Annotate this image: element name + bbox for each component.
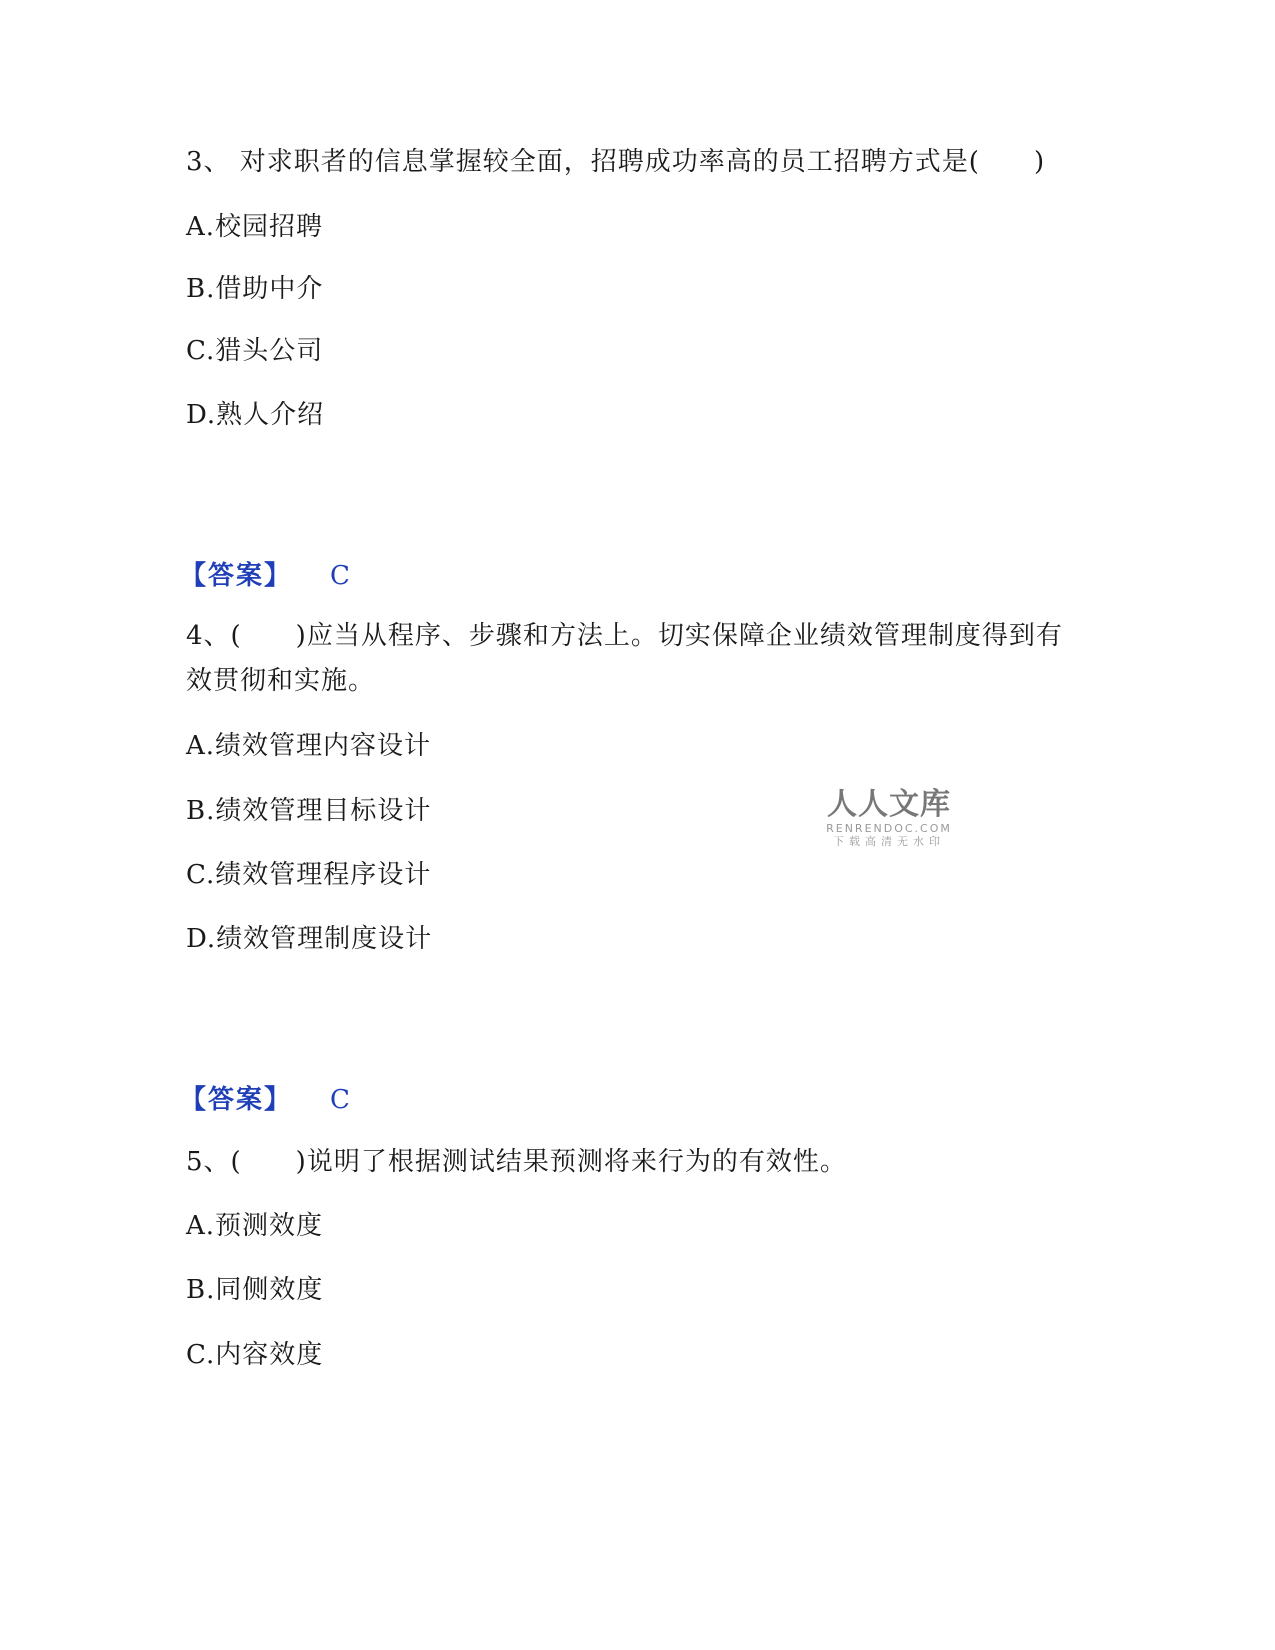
question-4-option-c: C.绩效管理程序设计 [186,860,432,890]
question-4-stem-line-2: 效贯彻和实施。 [186,666,376,696]
question-3-answer [180,561,351,591]
watermark-domain: RENRENDOC.COM [826,822,952,835]
question-5-stem: 5、( )说明了根据测试结果预测将来行为的有效性。 [186,1147,847,1177]
watermark [824,788,954,849]
question-5-option-a: A.预测效度 [186,1211,324,1241]
question-3-option-d: D.熟人介绍 [186,400,325,430]
answer-value: C [330,1085,351,1115]
question-4-answer [180,1085,351,1115]
answer-label: 【答案】 [180,1085,293,1115]
question-4-option-b: B.绩效管理目标设计 [186,796,432,826]
question-4-option-d: D.绩效管理制度设计 [186,924,433,954]
answer-value: C [330,561,351,591]
question-3-option-b: B.借助中介 [186,274,324,304]
question-4-option-a: A.绩效管理内容设计 [186,731,432,761]
question-3-option-c: C.猎头公司 [186,336,324,366]
watermark-slogan: 下载高清无水印 [833,835,945,848]
answer-label: 【答案】 [180,561,293,591]
question-5-option-b: B.同侧效度 [186,1275,324,1305]
watermark-title: 人人文库 [827,787,951,822]
question-3-stem: 3、 对求职者的信息掌握较全面，招聘成功率高的员工招聘方式是( ) [186,147,1046,177]
question-4-stem-line-1: 4、( )应当从程序、步骤和方法上。切实保障企业绩效管理制度得到有 [186,621,1063,651]
question-5-option-c: C.内容效度 [186,1340,324,1370]
question-3-option-a: A.校园招聘 [186,212,324,242]
